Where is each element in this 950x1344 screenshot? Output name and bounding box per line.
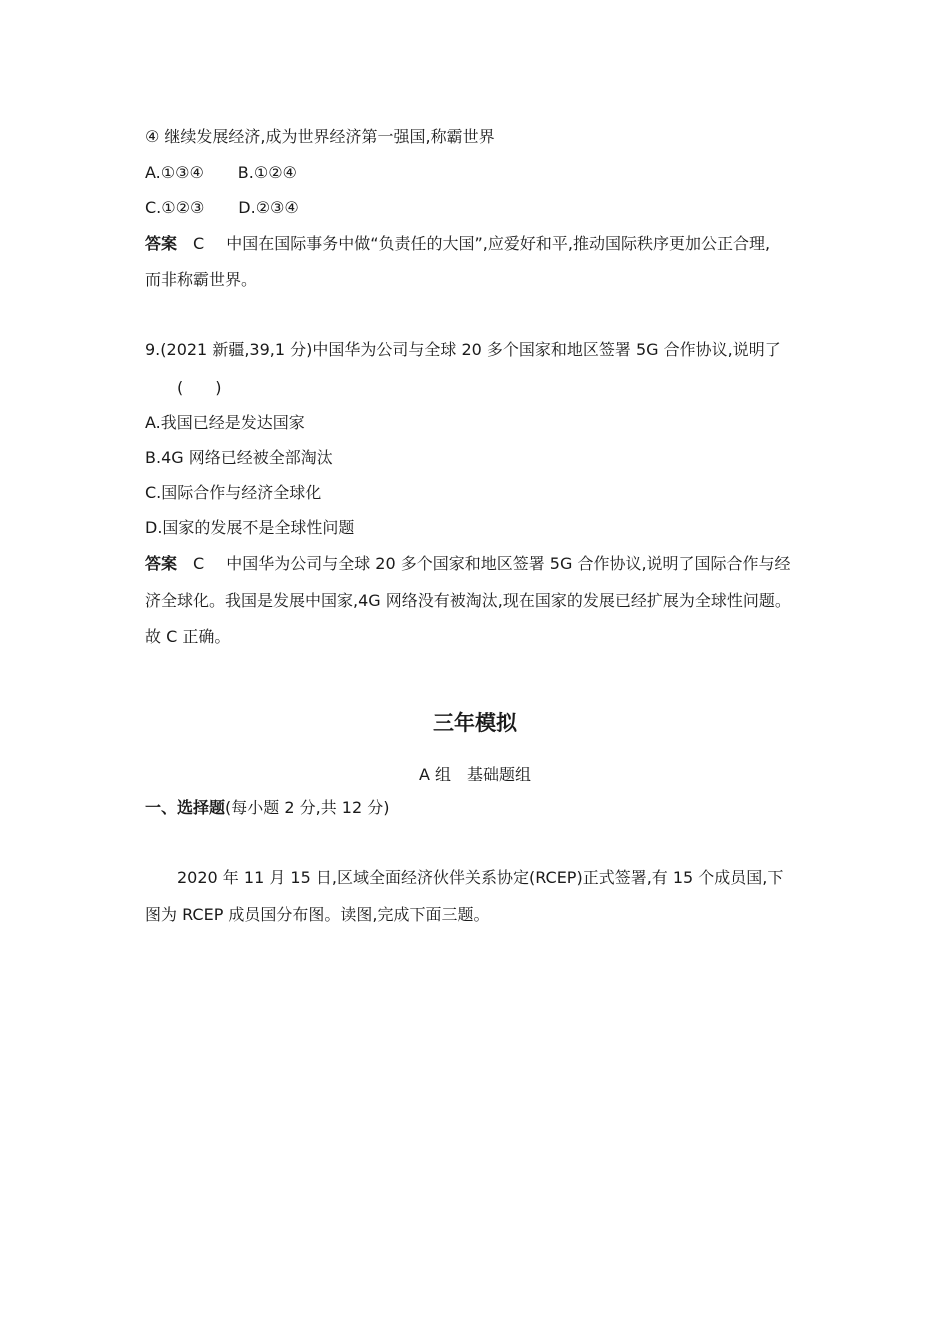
answer-letter: C (193, 554, 205, 573)
section-title: 三年模拟 (433, 711, 517, 735)
q9-option-d: D.国家的发展不是全球性问题 (145, 518, 355, 537)
q9-option-b: B.4G 网络已经被全部淘汰 (145, 448, 333, 467)
answer-letter: C (193, 234, 205, 253)
part-note: (每小题 2 分,共 12 分) (225, 798, 390, 817)
q8-options-row-2 (145, 197, 299, 219)
q8-answer-cont: 而非称霸世界。 (145, 270, 258, 289)
q9-option-c: C.国际合作与经济全球化 (145, 483, 322, 502)
q8-option-b: B.①②④ (237, 163, 297, 182)
group-title: A 组 基础题组 (418, 765, 532, 784)
passage-line-1: 2020 年 11 月 15 日,区域全面经济伙伴关系协定(RCEP)正式签署,有 15 个成员国,下 (177, 868, 784, 887)
part-label: 一、选择题 (145, 798, 226, 817)
q9-answer-cont-2: 故 C 正确。 (145, 627, 231, 646)
q8-option-a: A.①③④ (145, 163, 204, 182)
q8-answer (145, 233, 770, 255)
q9-answer (145, 553, 791, 575)
q9-stem: 9.(2021 新疆,39,1 分)中国华为公司与全球 20 多个国家和地区签署 5G 合作协议,说明了 (145, 340, 781, 359)
answer-explanation: 中国在国际事务中做“负责任的大国”,应爱好和平,推动国际秩序更加公正合理, (226, 234, 771, 253)
q9-option-a: A.我国已经是发达国家 (145, 413, 305, 432)
q8-option-d: D.②③④ (238, 198, 299, 217)
q9-answer-cont-1: 济全球化。我国是发展中国家,4G 网络没有被淘汰,现在国家的发展已经扩展为全球性问题。 (145, 591, 791, 610)
q8-option-c: C.①②③ (145, 198, 205, 217)
answer-explanation: 中国华为公司与全球 20 多个国家和地区签署 5G 合作协议,说明了国际合作与经 (226, 554, 791, 573)
q8-item-4: ④ 继续发展经济,成为世界经济第一强国,称霸世界 (145, 127, 495, 146)
q8-options-row-1 (145, 162, 297, 184)
passage-line-2: 图为 RCEP 成员国分布图。读图,完成下面三题。 (145, 905, 490, 924)
answer-label: 答案 (145, 554, 178, 573)
answer-label: 答案 (145, 234, 178, 253)
q9-answer-parentheses: ( ) (177, 378, 222, 397)
part-heading (145, 797, 389, 819)
